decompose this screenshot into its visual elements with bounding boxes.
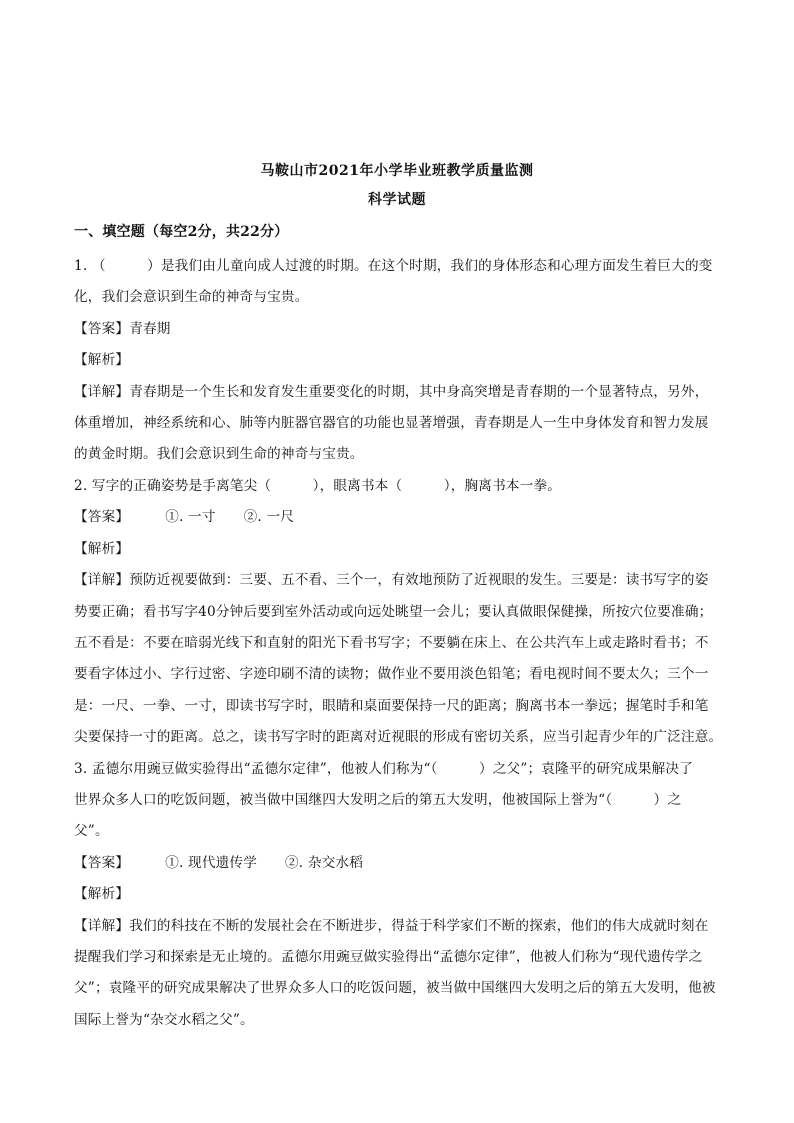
q2-analysis-tag: 【解析】 bbox=[74, 541, 130, 557]
detail-tag: 【详解】 bbox=[74, 918, 130, 934]
detail-text: 预防近视要做到：三要、五不看、三个一，有效地预防了近视眼的发生。三要是：读书写字的姿 bbox=[129, 572, 709, 588]
section-heading: 一、填空题（每空2分，共22分） bbox=[74, 224, 289, 240]
detail-tag: 【详解】 bbox=[74, 572, 130, 588]
q2-answer bbox=[74, 505, 734, 525]
detail-text: 青春期是一个生长和发育发生重要变化的时期，其中身高突增是青春期的一个显著特点，另外， bbox=[129, 384, 709, 400]
q3-answer bbox=[74, 851, 734, 871]
q3-detail-line-1 bbox=[74, 914, 734, 934]
q2-detail-line-6: 尖要保持一寸的距离。总之，读书写字时的距离对近视眼的形成有密切关系，应当引起青少年的广泛注意。 bbox=[74, 729, 723, 745]
q2-detail-line-4: 要看字体过小、字行过密、字迹印刷不清的读物；做作业不要用淡色铅笔；看电视时间不要太久；三个一 bbox=[74, 666, 709, 682]
answer-tag: 【答案】 bbox=[74, 855, 130, 871]
answer-value-2: ②. 一尺 bbox=[243, 509, 295, 525]
answer-value-1: ①. 现代遗传学 bbox=[165, 855, 257, 871]
q2-detail-line-1 bbox=[74, 568, 734, 588]
q3-text-line-2: 世界众多人口的吃饭问题，被当做中国继四大发明之后的第五大发明，他被国际上誉为“（ ）之 bbox=[74, 792, 682, 808]
page-title: 马鞍山市2021年小学毕业班教学质量监测 bbox=[260, 163, 534, 179]
q2-detail-line-3: 五不看是：不要在暗弱光线下和直射的阳光下看书写字；不要躺在床上、在公共汽车上或走路时看书；不 bbox=[74, 635, 709, 651]
answer-value-1: ①. 一寸 bbox=[165, 509, 216, 525]
detail-text: 我们的科技在不断的发展社会在不断进步，得益于科学家们不断的探索，他们的伟大成就时刻在 bbox=[129, 918, 709, 934]
q3-text-line-1: 3. 孟德尔用豌豆做实验得出“孟德尔定律”，他被人们称为“（ ）之父”；袁隆平的研究成果解决了 bbox=[74, 761, 694, 777]
answer-value-2: ②. 杂交水稻 bbox=[285, 855, 364, 871]
q3-detail-line-3: 父”；袁隆平的研究成果解决了世界众多人口的吃饭问题，被当做中国继四大发明之后的第五大发明，他被 bbox=[74, 980, 716, 996]
q1-answer bbox=[74, 317, 734, 337]
answer-tag: 【答案】 bbox=[74, 321, 130, 337]
q1-detail-line-3: 的黄金时期。我们会意识到生命的神奇与宝贵。 bbox=[74, 446, 364, 462]
q1-detail-line-2: 体重增加，神经系统和心、肺等内脏器官器官的功能也显著增强，青春期是人一生中身体发育和智力发展 bbox=[74, 415, 709, 431]
q1-text-line-1: 1. （ ）是我们由儿童向成人过渡的时期。在这个时期，我们的身体形态和心理方面发生着巨大的变 bbox=[74, 258, 713, 274]
q2-detail-line-5: 是：一尺、一拳、一寸，即读书写字时，眼睛和桌面要保持一尺的距离；胸离书本一拳远；握笔时手和笔 bbox=[74, 698, 709, 714]
q1-text-line-2: 化，我们会意识到生命的神奇与宝贵。 bbox=[74, 289, 309, 305]
detail-tag: 【详解】 bbox=[74, 384, 130, 400]
q3-text-line-3: 父”。 bbox=[74, 823, 109, 839]
q2-text-line-1: 2. 写字的正确姿势是手离笔尖（ ），眼离书本（ ），胸离书本一拳。 bbox=[74, 478, 562, 494]
q1-analysis-tag: 【解析】 bbox=[74, 352, 130, 368]
q3-detail-line-4: 国际上誉为“杂交水稻之父”。 bbox=[74, 1012, 254, 1028]
answer-tag: 【答案】 bbox=[74, 509, 130, 525]
answer-value: 青春期 bbox=[129, 321, 171, 337]
q3-analysis-tag: 【解析】 bbox=[74, 886, 130, 902]
q1-detail-line-1 bbox=[74, 380, 734, 400]
q2-detail-line-2: 势要正确；看书写字40分钟后要到室外活动或向远处眺望一会儿；要认真做眼保健操，所按穴位要准确； bbox=[74, 604, 713, 620]
q3-detail-line-2: 提醒我们学习和探索是无止境的。孟德尔用豌豆做实验得出“孟德尔定律”，他被人们称为“现代遗传学之 bbox=[74, 949, 703, 965]
page-subtitle: 科学试题 bbox=[368, 192, 426, 208]
